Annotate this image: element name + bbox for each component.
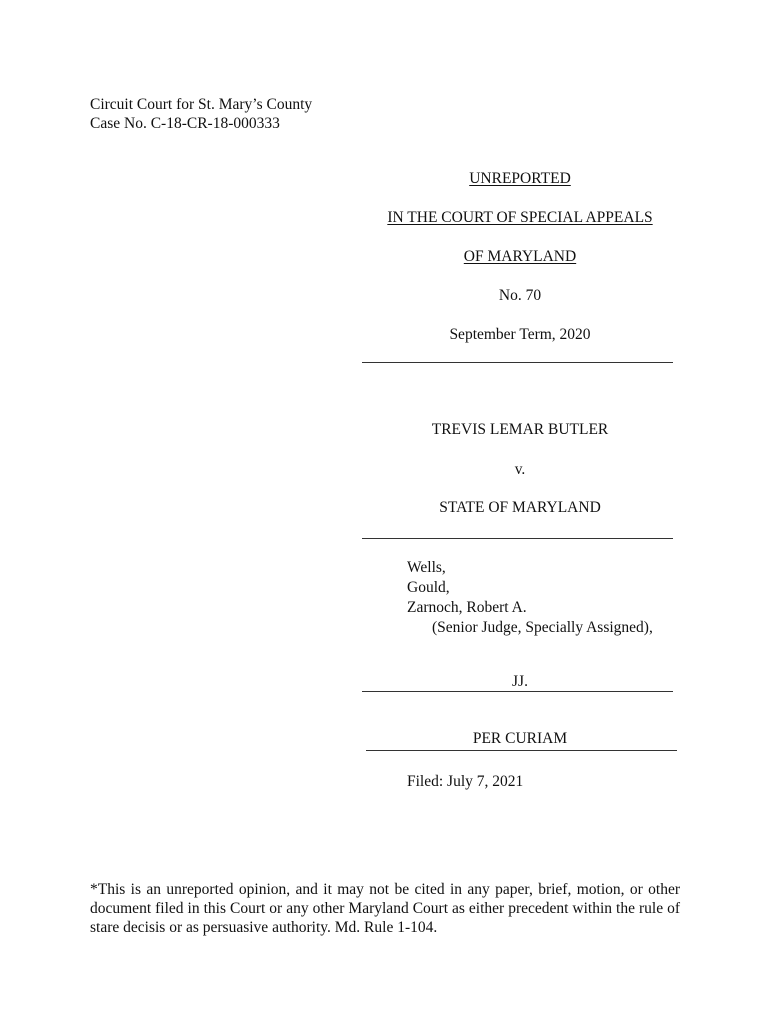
panel-judge-1: Wells, <box>407 559 446 576</box>
appellee-name: STATE OF MARYLAND <box>439 498 601 516</box>
appellant-name: TREVIS LEMAR BUTLER <box>431 420 609 438</box>
filed-date: Filed: July 7, 2021 <box>407 773 524 790</box>
case-docket-number: No. 70 <box>498 286 542 304</box>
court-term: September Term, 2020 <box>449 325 591 343</box>
judges-abbreviation: JJ. <box>512 672 528 690</box>
divider-rule-4 <box>366 750 677 751</box>
per-curiam-label: PER CURIAM <box>472 729 568 747</box>
circuit-court-line: Circuit Court for St. Mary’s County <box>90 96 313 113</box>
divider-rule-2 <box>362 538 673 539</box>
unreported-heading: UNREPORTED <box>469 169 571 187</box>
panel-judge-3-note: (Senior Judge, Specially Assigned), <box>432 619 653 636</box>
unreported-opinion-footnote: *This is an unreported opinion, and it may not be cited in any paper, brief, motion, or other document filed in this Court or any other Maryland Court as either precedent within the rule of stare decisis or as persuasive authority. Md. Rule 1-104. <box>90 880 680 936</box>
versus-label: v. <box>514 460 526 478</box>
case-number-line: Case No. C-18-CR-18-000333 <box>90 115 280 132</box>
divider-rule-3 <box>362 691 673 692</box>
divider-rule-1 <box>362 362 673 363</box>
panel-judge-3: Zarnoch, Robert A. <box>407 599 527 616</box>
panel-judge-2: Gould, <box>407 579 450 596</box>
court-name-line-1: IN THE COURT OF SPECIAL APPEALS <box>387 208 653 226</box>
court-name-line-2: OF MARYLAND <box>463 247 577 265</box>
